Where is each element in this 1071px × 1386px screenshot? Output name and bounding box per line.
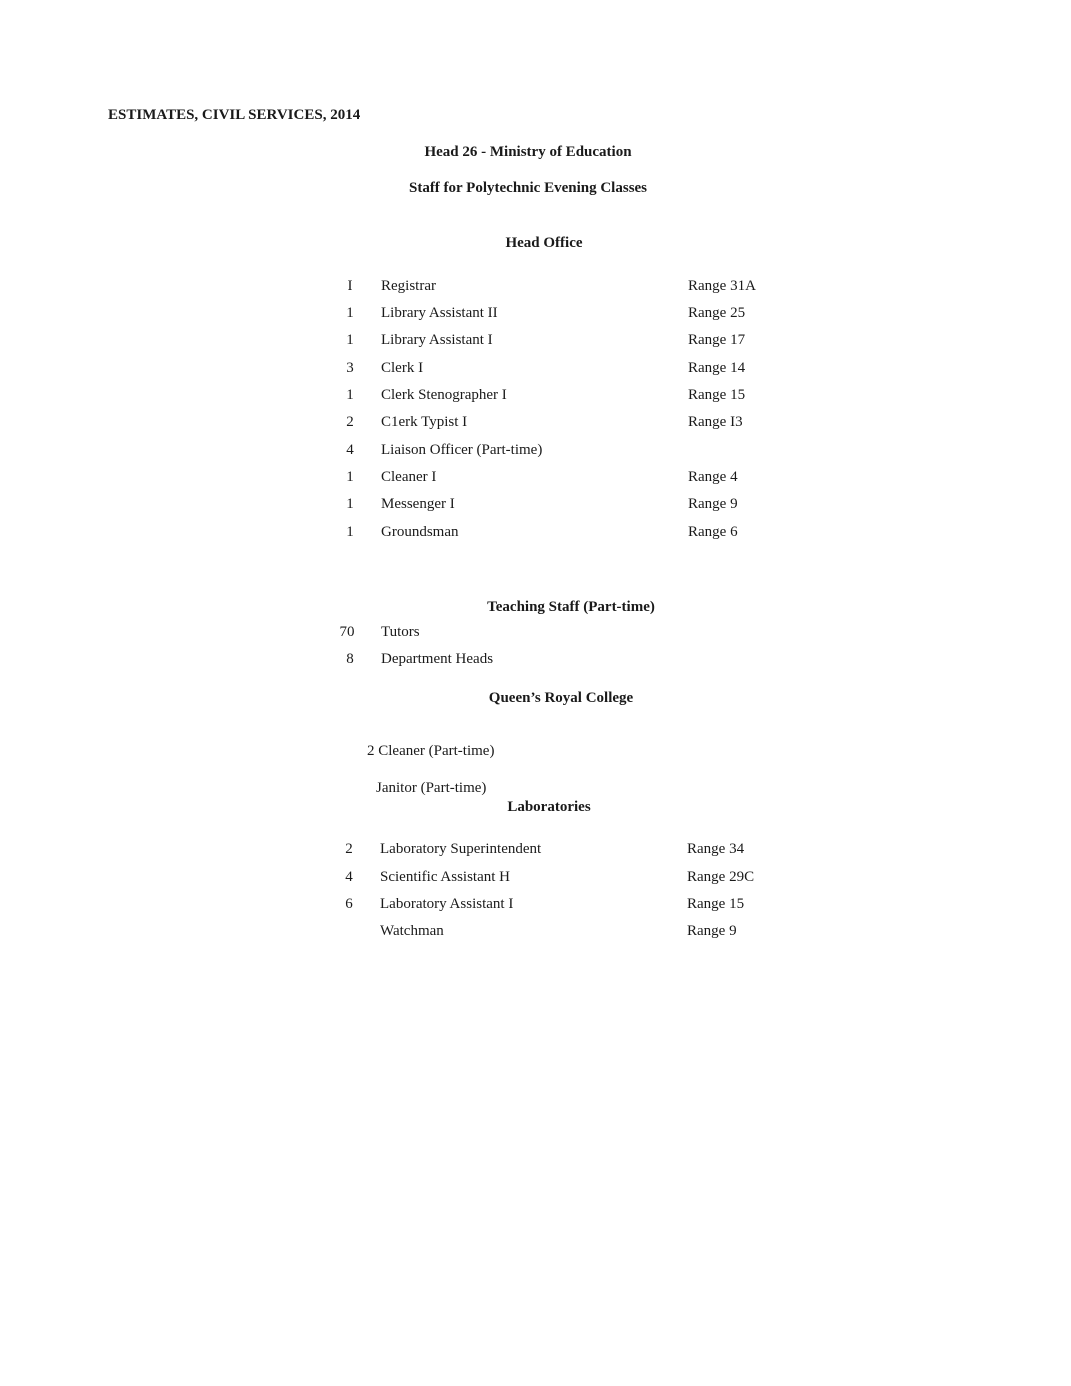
section-heading-head-office: Head Office bbox=[505, 235, 583, 251]
title-cell: Cleaner I bbox=[381, 469, 437, 485]
section-heading-teaching-staff: Teaching Staff (Part-time) bbox=[487, 599, 655, 615]
title-cell: Watchman bbox=[380, 923, 444, 939]
qrc-janitor-line: Janitor (Part-time) bbox=[376, 780, 487, 796]
count-cell: 2 bbox=[346, 414, 354, 430]
count-cell: 1 bbox=[346, 496, 354, 512]
title-cell: C1erk Typist I bbox=[381, 414, 468, 430]
table-row bbox=[0, 924, 1071, 944]
range-cell: Range 15 bbox=[688, 387, 746, 403]
title-cell: Liaison Officer (Part-time) bbox=[381, 442, 543, 458]
table-row bbox=[0, 443, 1071, 463]
table-row bbox=[0, 497, 1071, 517]
range-cell: Range 4 bbox=[688, 469, 738, 485]
section-heading-queens-royal-college: Queen’s Royal College bbox=[488, 690, 634, 706]
count-cell: 2 bbox=[345, 841, 353, 857]
table-row bbox=[0, 361, 1071, 381]
title-cell: Clerk Stenographer I bbox=[381, 387, 507, 403]
count-cell: 4 bbox=[345, 869, 353, 885]
range-cell: Range 14 bbox=[688, 360, 746, 376]
title-cell: Groundsman bbox=[381, 524, 459, 540]
count-cell: 8 bbox=[346, 651, 354, 667]
table-row bbox=[0, 470, 1071, 490]
range-cell: Range 31A bbox=[688, 278, 756, 294]
count-cell: 4 bbox=[346, 442, 354, 458]
table-row bbox=[0, 842, 1071, 862]
count-cell: I bbox=[347, 278, 353, 294]
table-row bbox=[0, 306, 1071, 326]
title-cell: Registrar bbox=[381, 278, 436, 294]
table-row bbox=[0, 897, 1071, 917]
title-cell: Library Assistant I bbox=[381, 332, 493, 348]
section-heading-laboratories: Laboratories bbox=[507, 799, 591, 815]
qrc-cleaner-line: 2 Cleaner (Part-time) bbox=[367, 743, 495, 759]
head-title: Head 26 - Ministry of Education bbox=[424, 144, 632, 160]
table-row bbox=[0, 415, 1071, 435]
range-cell: Range 9 bbox=[687, 923, 737, 939]
table-row bbox=[0, 652, 1071, 672]
range-cell: Range 29C bbox=[687, 869, 755, 885]
count-cell: 1 bbox=[346, 524, 354, 540]
title-cell: Scientific Assistant H bbox=[380, 869, 510, 885]
count-cell: 1 bbox=[346, 387, 354, 403]
title-cell: Messenger I bbox=[381, 496, 455, 512]
title-cell: Clerk I bbox=[381, 360, 424, 376]
table-row bbox=[0, 625, 1071, 645]
subtitle: Staff for Polytechnic Evening Classes bbox=[408, 180, 648, 196]
range-cell: Range 17 bbox=[688, 332, 746, 348]
range-cell: Range 15 bbox=[687, 896, 745, 912]
count-cell: 70 bbox=[339, 624, 355, 640]
table-row bbox=[0, 525, 1071, 545]
count-cell: 1 bbox=[346, 305, 354, 321]
table-row bbox=[0, 333, 1071, 353]
range-cell: Range 34 bbox=[687, 841, 745, 857]
title-cell: Library Assistant II bbox=[381, 305, 498, 321]
range-cell: Range 6 bbox=[688, 524, 738, 540]
title-cell: Laboratory Assistant I bbox=[380, 896, 514, 912]
range-cell: Range 25 bbox=[688, 305, 746, 321]
count-cell: 6 bbox=[345, 896, 353, 912]
document-title: ESTIMATES, CIVIL SERVICES, 2014 bbox=[108, 107, 361, 123]
title-cell: Department Heads bbox=[381, 651, 494, 667]
range-cell: Range 9 bbox=[688, 496, 738, 512]
table-row bbox=[0, 279, 1071, 299]
table-row bbox=[0, 870, 1071, 890]
title-cell: Tutors bbox=[381, 624, 420, 640]
title-cell: Laboratory Superintendent bbox=[380, 841, 542, 857]
count-cell: 1 bbox=[346, 469, 354, 485]
count-cell: 3 bbox=[346, 360, 354, 376]
range-cell: Range I3 bbox=[688, 414, 743, 430]
count-cell: 1 bbox=[346, 332, 354, 348]
table-row bbox=[0, 388, 1071, 408]
